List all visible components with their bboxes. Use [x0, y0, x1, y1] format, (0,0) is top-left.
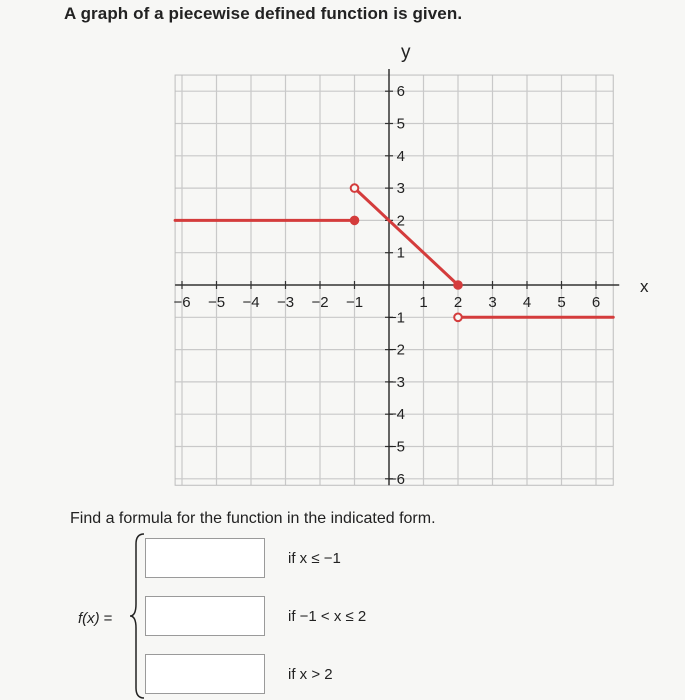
- y-tick-label: 6: [396, 83, 405, 101]
- x-tick-label: −4: [242, 294, 260, 311]
- y-axis-label: y: [401, 42, 411, 63]
- condition-piece-2: if −1 < x ≤ 2: [288, 608, 367, 625]
- x-tick-label: 4: [522, 294, 532, 311]
- answer-input-piece-3[interactable]: [145, 654, 265, 694]
- y-tick-label: −5: [387, 438, 405, 456]
- grid-border: [175, 75, 613, 485]
- x-tick-label: 5: [557, 294, 566, 311]
- equals-sign: =: [103, 610, 113, 627]
- y-tick-label: 1: [396, 244, 405, 262]
- y-tick-label: −4: [387, 406, 405, 424]
- open-endpoint: [454, 314, 462, 322]
- x-tick-label: 6: [591, 294, 601, 311]
- x-tick-label: −5: [207, 294, 226, 311]
- y-tick-label: −6: [387, 470, 405, 488]
- segment-piece-2: [355, 188, 459, 285]
- y-tick-label: 2: [396, 212, 405, 230]
- prompt-text: Find a formula for the function in the indicated form.: [70, 510, 436, 527]
- condition-piece-1: if x ≤ −1: [288, 550, 341, 567]
- y-tick-label: −2: [387, 341, 405, 359]
- function-name: f(x): [78, 610, 100, 627]
- x-tick-label: 2: [453, 294, 463, 311]
- y-tick-label: −1: [387, 309, 405, 327]
- x-tick-label: −3: [276, 294, 295, 311]
- y-tick-label: 4: [396, 147, 405, 165]
- closed-endpoint: [351, 217, 359, 225]
- x-tick-label: 1: [419, 294, 428, 311]
- problem-title: A graph of a piecewise defined function is given.: [64, 4, 463, 23]
- grid: [175, 75, 613, 485]
- y-tick-label: 5: [396, 115, 405, 133]
- x-tick-label: 3: [488, 294, 497, 311]
- answer-input-piece-2[interactable]: [145, 596, 265, 636]
- function-label: [78, 610, 112, 627]
- y-tick-label: −3: [387, 373, 405, 391]
- x-tick-label: −2: [311, 294, 329, 311]
- closed-endpoint: [454, 281, 462, 289]
- x-tick-label: −1: [345, 294, 364, 311]
- answer-input-piece-1[interactable]: [145, 538, 265, 578]
- condition-piece-3: if x > 2: [288, 666, 333, 683]
- x-axis-label: x: [640, 277, 649, 296]
- open-endpoint: [351, 184, 359, 192]
- x-tick-label: −6: [173, 294, 191, 311]
- left-brace: [130, 532, 146, 700]
- y-tick-label: 3: [396, 180, 405, 198]
